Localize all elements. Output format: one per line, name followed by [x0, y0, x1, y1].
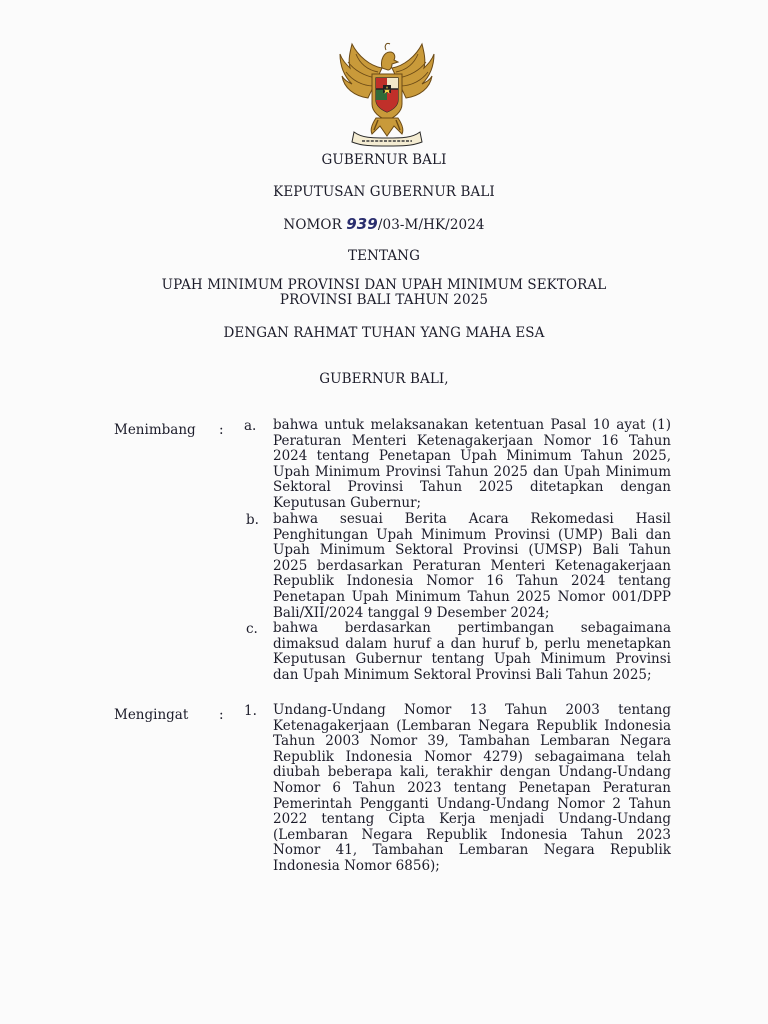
rahmat-line: DENGAN RAHMAT TUHAN YANG MAHA ESA — [223, 325, 545, 341]
mengingat-item-1: Undang-Undang Nomor 13 Tahun 2003 tentang Ketenagakerjaan (Lembaran Negara Republik Indonesia Tahun 2003 Nomor 39, Tambahan Lembaran Negara Republik Indonesia Nomor 4279) sebagaimana telah diubah beberapa kali, terakhir dengan Undang-Undang Nomor 6 Tahun 2023 tentang Penetapan Peraturan Pemerintah Pengganti Undang-Undang Nomor 2 Tahun 2022 tentang Cipta Kerja menjadi Undang-Undang (Lembaran Negara Republik Indonesia Tahun 2023 Nomor 41, Tambahan Lembaran Negara Republik Indonesia Nomor 6856); — [273, 702, 671, 874]
title-line-1: UPAH MINIMUM PROVINSI DAN UPAH MINIMUM SEKTORAL — [161, 277, 607, 293]
decree-heading: KEPUTUSAN GUBERNUR BALI — [273, 184, 495, 200]
garuda-emblem-icon — [332, 38, 442, 148]
decree-number-handwritten: 939 — [346, 215, 378, 233]
menimbang-marker-c: c. — [246, 621, 258, 637]
menimbang-item-c: bahwa berdasarkan pertimbangan sebagaimana dimaksud dalam huruf a dan huruf b, perlu menetapkan Keputusan Gubernur tentang Upah Minimum Provinsi dan Upah Minimum Sektoral Provinsi Bali Tahun 2025; — [273, 620, 671, 683]
mengingat-label: Mengingat — [114, 707, 189, 723]
menimbang-marker-b: b. — [246, 512, 259, 528]
mengingat-colon: : — [219, 707, 224, 723]
menimbang-item-a: bahwa untuk melaksanakan ketentuan Pasal 10 ayat (1) Peraturan Menteri Ketenagakerjaan Nomor 16 Tahun 2024 tentang Penetapan Upah Minimum Tahun 2025, Upah Minimum Provinsi Tahun 2025 dan Upah Minimum Sektoral Provinsi Tahun 2025 ditetapkan dengan Keputusan Gubernur; — [273, 417, 671, 511]
title-line-2: PROVINSI BALI TAHUN 2025 — [279, 292, 489, 308]
governor-bali-line: GUBERNUR BALI, — [319, 371, 449, 387]
decree-number-suffix: /03-M/HK/2024 — [377, 217, 485, 233]
menimbang-marker-a: a. — [244, 418, 257, 434]
menimbang-label: Menimbang — [114, 422, 196, 438]
menimbang-item-b: bahwa sesuai Berita Acara Rekomedasi Hasil Penghitungan Upah Minimum Provinsi (UMP) Bali dan Upah Minimum Sektoral Provinsi (UMSP) Bali Tahun 2025 berdasarkan Peraturan Menteri Ketenagakerjaan Republik Indonesia Nomor 16 Tahun 2024 tentang Penetapan Upah Minimum Tahun 2025 Nomor 001/DPP Bali/XII/2024 tanggal 9 Desember 2024; — [273, 511, 671, 621]
governor-heading: GUBERNUR BALI — [321, 152, 447, 168]
decree-number — [0, 216, 768, 233]
decree-number-prefix: NOMOR — [283, 217, 347, 233]
mengingat-marker-1: 1. — [244, 703, 257, 719]
tentang-heading: TENTANG — [348, 248, 420, 264]
menimbang-colon: : — [219, 422, 224, 438]
